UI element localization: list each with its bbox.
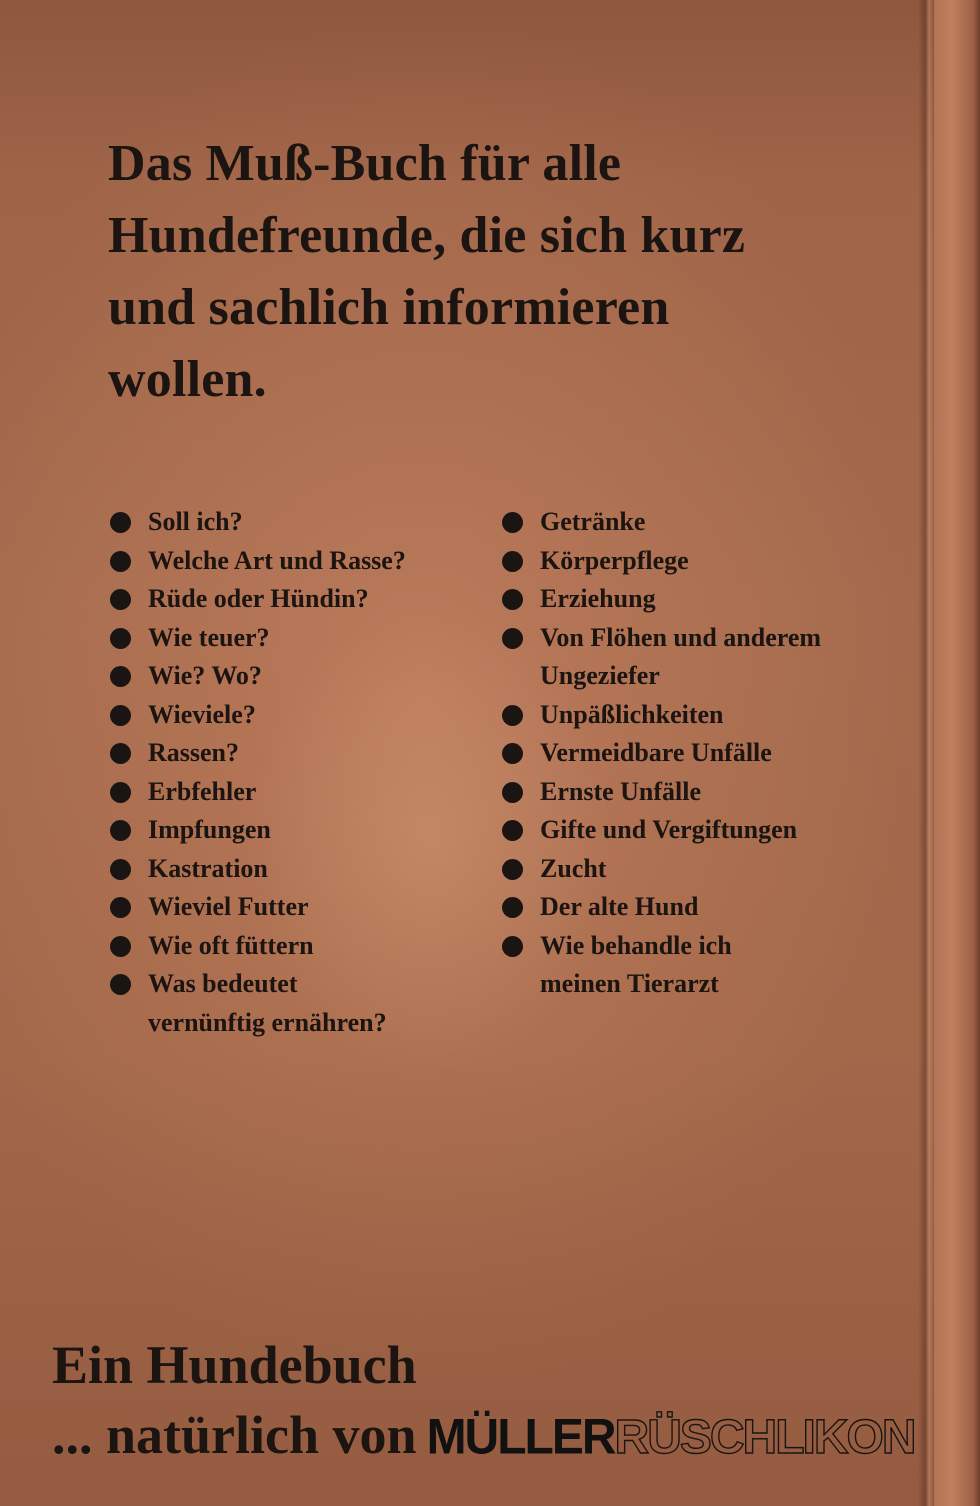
bullet-icon <box>502 628 523 649</box>
bullet-icon <box>110 859 131 880</box>
bullet-icon <box>110 743 131 764</box>
topic-label: Wieviele? <box>148 699 256 729</box>
topic-label: Rüde oder Hündin? <box>148 584 369 613</box>
topic-label: Wie oft füttern <box>148 930 314 960</box>
bullet-icon <box>502 897 523 918</box>
topic-label: Kastration <box>148 853 268 883</box>
bullet-icon <box>110 782 131 803</box>
topic-label: Vermeidbare Unfälle <box>540 738 772 767</box>
topic-label: Getränke <box>540 507 646 536</box>
topic-label: Was bedeutet vernünftig ernähren? <box>148 969 387 1037</box>
bullet-icon <box>110 666 131 687</box>
topic-list-left <box>108 503 488 1042</box>
topic-item <box>500 542 910 581</box>
bullet-icon <box>110 512 131 533</box>
topic-item <box>108 965 488 1042</box>
topic-item <box>500 811 910 850</box>
topic-item <box>108 657 488 696</box>
topic-label: Soll ich? <box>148 507 243 536</box>
topic-item <box>500 888 910 927</box>
bullet-icon <box>110 820 131 841</box>
topic-label: Von Flöhen und anderem Ungeziefer <box>540 622 822 690</box>
topic-item <box>108 542 488 581</box>
topic-item <box>500 696 910 735</box>
bullet-icon <box>502 743 523 764</box>
topic-label: Wie teuer? <box>148 622 270 652</box>
topic-label: Gifte und Vergiftungen <box>540 815 798 844</box>
topic-item <box>108 734 488 773</box>
bullet-icon <box>502 782 523 803</box>
topic-label: Ernste Unfälle <box>540 776 702 806</box>
spine-hinge <box>918 0 934 1506</box>
footer-tagline-continued: ... natürlich von <box>52 1405 417 1465</box>
bullet-icon <box>110 628 131 649</box>
topic-item <box>500 850 910 889</box>
topic-label: Welche Art und Rasse? <box>148 545 406 575</box>
bullet-icon <box>502 551 523 572</box>
topic-item <box>108 811 488 850</box>
topic-item <box>108 619 488 658</box>
topic-label: Erbfehler <box>148 776 257 806</box>
bullet-icon <box>502 512 523 533</box>
publisher-logo-mueller: MÜLLER <box>426 1409 615 1466</box>
bullet-icon <box>502 936 523 957</box>
topic-item <box>500 580 910 619</box>
topic-label: Wie? Wo? <box>148 661 262 690</box>
book-spine-edge <box>934 0 980 1506</box>
bullet-icon <box>502 705 523 726</box>
bullet-icon <box>502 859 523 880</box>
bullet-icon <box>502 820 523 841</box>
topic-item <box>500 734 910 773</box>
topic-label: Erziehung <box>540 584 656 613</box>
bullet-icon <box>110 589 131 610</box>
topic-item <box>108 850 488 889</box>
topic-item <box>500 619 910 696</box>
topic-item <box>108 503 488 542</box>
topic-label: Der alte Hund <box>540 892 699 921</box>
topic-item <box>108 773 488 812</box>
topic-label: Wieviel Futter <box>148 892 309 921</box>
publisher-logo <box>427 1403 915 1473</box>
topic-item <box>500 927 910 1004</box>
footer-publisher-line <box>52 1400 915 1473</box>
topic-item <box>500 503 910 542</box>
topic-label: Rassen? <box>148 738 240 767</box>
topic-list-right <box>500 503 910 1004</box>
topic-item <box>108 580 488 619</box>
topic-item <box>500 773 910 812</box>
topic-label: Impfungen <box>148 815 271 844</box>
topic-label: Unpäßlichkeiten <box>540 699 724 729</box>
bullet-icon <box>110 551 131 572</box>
bullet-icon <box>110 936 131 957</box>
topic-label: Wie behandle ich meinen Tierarzt <box>540 930 732 998</box>
bullet-icon <box>110 897 131 918</box>
bullet-icon <box>110 705 131 726</box>
topic-label: Körperpflege <box>540 545 689 575</box>
bullet-icon <box>110 974 131 995</box>
footer-tagline: Ein Hundebuch <box>52 1335 417 1395</box>
topic-item <box>108 696 488 735</box>
cover-headline: Das Muß-Buch für alle Hundefreunde, die sich kurz und sachlich informieren wollen. <box>108 135 746 408</box>
publisher-logo-rueschlikon: RÜSCHLIKON <box>614 1411 915 1464</box>
topic-label: Zucht <box>540 853 607 883</box>
topic-item <box>108 888 488 927</box>
bullet-icon <box>502 589 523 610</box>
topic-item <box>108 927 488 966</box>
